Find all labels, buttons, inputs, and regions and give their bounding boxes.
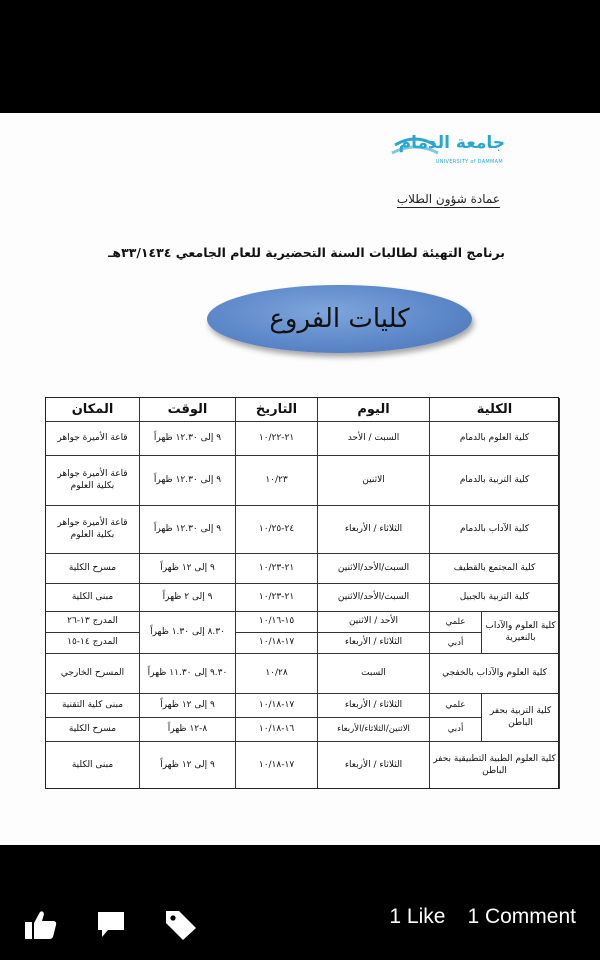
photo-viewer-footer [0, 845, 600, 960]
table-cell: ١٦-١٠/١٨ [236, 718, 318, 742]
table-cell: ٩ إلى ١٢ ظهراً [140, 694, 236, 718]
table-cell: ١٠/٢٣ [236, 456, 318, 506]
section-title-ellipse [207, 285, 472, 353]
top-black-bar [0, 0, 600, 113]
table-cell: ٢٤-١٠/٢٥ [236, 506, 318, 554]
logo-english-text: UNIVERSITY of DAMMAM [435, 159, 503, 165]
tag-icon[interactable] [164, 909, 198, 945]
table-cell: ٩ إلى ١٢ ظهراً [140, 554, 236, 584]
table-cell: المدرج ١٣-٢٦ [46, 612, 140, 633]
table-cell: كلية العلوم والآداب بالنعيرية [482, 612, 560, 654]
document-photo[interactable] [0, 113, 600, 845]
table-cell: أدبي [430, 718, 482, 742]
table-cell: ٩ إلى ١٢ ظهراً [140, 742, 236, 789]
header-day: اليوم [318, 398, 430, 422]
table-cell: قاعة الأميرة جواهر بكلية العلوم [46, 506, 140, 554]
table-cell: الأحد / الاثنين [318, 612, 430, 633]
like-icon[interactable] [24, 909, 58, 945]
table-cell: ٩ إلى ٢ ظهراً [140, 584, 236, 612]
table-cell: ١٧-١٠/١٨ [236, 694, 318, 718]
table-cell: السبت/الأحد/الاثنين [318, 584, 430, 612]
table-cell: ٨.٣٠ إلى ١.٣٠ ظهراً [140, 612, 236, 654]
schedule-table [45, 397, 559, 789]
table-cell: مبنى الكلية [46, 742, 140, 789]
table-cell: علمي [430, 694, 482, 718]
table-cell: كلية المجتمع بالقطيف [430, 554, 560, 584]
table-cell: ٢١-١٠/٢٢ [236, 422, 318, 456]
table-cell: أدبي [430, 633, 482, 654]
table-cell: المسرح الخارجي [46, 654, 140, 694]
table-cell: مبنى الكلية [46, 584, 140, 612]
table-cell: مسرح الكلية [46, 718, 140, 742]
table-cell: ٢١-١٠/٢٣ [236, 554, 318, 584]
table-cell: الاثنين/الثلاثاء/الأربعاء [318, 718, 430, 742]
table-cell: المدرج ١٤-١٥ [46, 633, 140, 654]
logo-arabic-text: جامعة الدمام [398, 133, 505, 153]
table-cell: ٩ إلى ١٢.٣٠ ظهراً [140, 422, 236, 456]
like-count[interactable]: 1 Like [389, 905, 446, 928]
header-college: الكلية [430, 398, 560, 422]
section-title: كليات الفروع [269, 304, 410, 334]
table-cell: كلية الآداب بالدمام [430, 506, 560, 554]
header-date: التاريخ [236, 398, 318, 422]
engagement-counts [389, 905, 576, 929]
table-cell: ٢١-١٠/٢٣ [236, 584, 318, 612]
deanship-label: عمادة شؤون الطلاب [396, 192, 500, 206]
table-cell: كلية التربية بالجبيل [430, 584, 560, 612]
table-cell: الثلاثاء / الأربعاء [318, 633, 430, 654]
table-cell: الاثنين [318, 456, 430, 506]
table-cell: السبت [318, 654, 430, 694]
table-cell: ١٠/٢٨ [236, 654, 318, 694]
table-cell: مسرح الكلية [46, 554, 140, 584]
comment-icon[interactable] [96, 909, 126, 943]
table-cell: كلية العلوم والآداب بالخفجي [430, 654, 560, 694]
table-cell: السبت / الأحد [318, 422, 430, 456]
table-cell: الثلاثاء / الأربعاء [318, 742, 430, 789]
table-cell: ١٥-١٠/١٦ [236, 612, 318, 633]
table-cell: ٨-١٢ ظهراً [140, 718, 236, 742]
table-cell: كلية التربية بحفر الباطن [482, 694, 560, 742]
university-logo [390, 131, 505, 179]
table-cell: كلية التربية بالدمام [430, 456, 560, 506]
table-cell: ١٧-١٠/١٨ [236, 742, 318, 789]
program-title: برنامج التهيئة لطالبات السنة التحضيرية للعام الجامعي ٣٣/١٤٣٤هـ [108, 245, 505, 260]
table-cell: السبت/الأحد/الاثنين [318, 554, 430, 584]
table-cell: ٩.٣٠ إلى ١١.٣٠ ظهراً [140, 654, 236, 694]
table-cell: ٩ إلى ١٢.٣٠ ظهراً [140, 506, 236, 554]
table-cell: الثلاثاء / الأربعاء [318, 506, 430, 554]
table-cell: علمي [430, 612, 482, 633]
table-cell: كلية العلوم بالدمام [430, 422, 560, 456]
table-cell: مبنى كلية التقنية [46, 694, 140, 718]
header-place: المكان [46, 398, 140, 422]
table-cell: ١٧-١٠/١٨ [236, 633, 318, 654]
table-cell: الثلاثاء / الأربعاء [318, 694, 430, 718]
comment-count[interactable]: 1 Comment [467, 905, 576, 928]
table-cell: قاعة الأميرة جواهر بكلية العلوم [46, 456, 140, 506]
table-cell: ٩ إلى ١٢.٣٠ ظهراً [140, 456, 236, 506]
table-cell: قاعة الأميرة جواهر [46, 422, 140, 456]
table-cell: كلية العلوم الطبية التطبيقية بحفر الباطن [430, 742, 560, 789]
header-time: الوقت [140, 398, 236, 422]
